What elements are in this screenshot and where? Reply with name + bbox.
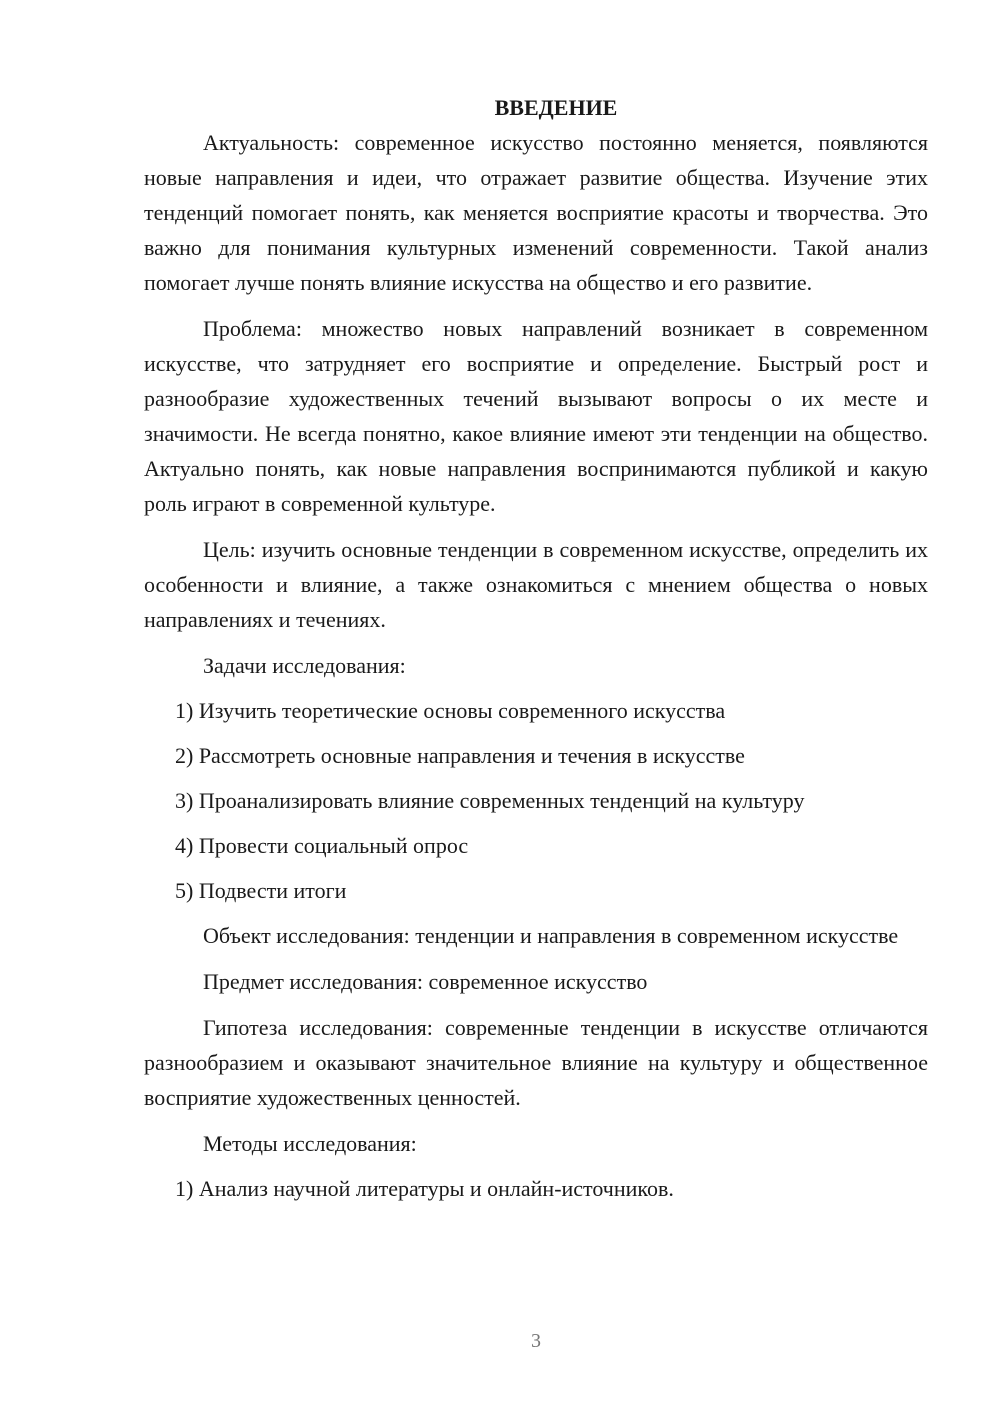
method-item: 1) Анализ научной литературы и онлайн-источников. <box>175 1176 674 1201</box>
methods-label: Методы исследования: <box>203 1131 417 1156</box>
goal-paragraph: Цель: изучить основные тенденции в современном искусстве, определить их особенности и влияние, а также ознакомиться с мнением общества о новых направлениях и течениях. <box>144 537 928 632</box>
task-item: 3) Проанализировать влияние современных тенденций на культуру <box>175 788 805 813</box>
object-paragraph: Объект исследования: тенденции и направления в современном искусстве <box>203 923 899 948</box>
page-title: ВВЕДЕНИЕ <box>494 95 618 120</box>
document-page <box>144 90 928 1216</box>
subject-paragraph: Предмет исследования: современное искусство <box>203 969 648 994</box>
tasks-label: Задачи исследования: <box>203 653 406 678</box>
task-item: 4) Провести социальный опрос <box>175 833 469 858</box>
task-item: 2) Рассмотреть основные направления и течения в искусстве <box>175 743 745 768</box>
relevance-paragraph: Актуальность: современное искусство постоянно меняется, появляются новые направления и идеи, что отражает развитие общества. Изучение этих тенденций помогает понять, как меняется восприятие красоты и творчества. Это важно для понимания культурных изменений современности. Такой анализ помогает лучше понять влияние искусства на общество и его развитие. <box>144 130 928 295</box>
problem-paragraph: Проблема: множество новых направлений возникает в современном искусстве, что затрудняет его восприятие и определение. Быстрый рост и разнообразие художественных течений вызывают вопросы о их месте и значимости. Не всегда понятно, какое влияние имеют эти тенденции на общество. Актуально понять, как новые направления воспринимаются публикой и какую роль играют в современной культуре. <box>144 316 928 516</box>
task-item: 1) Изучить теоретические основы современного искусства <box>175 698 726 723</box>
hypothesis-paragraph: Гипотеза исследования: современные тенденции в искусстве отличаются разнообразием и оказывают значительное влияние на культуру и общественное восприятие художественных ценностей. <box>144 1015 928 1110</box>
task-item: 5) Подвести итоги <box>175 878 347 903</box>
page-number: 3 <box>531 1330 541 1352</box>
